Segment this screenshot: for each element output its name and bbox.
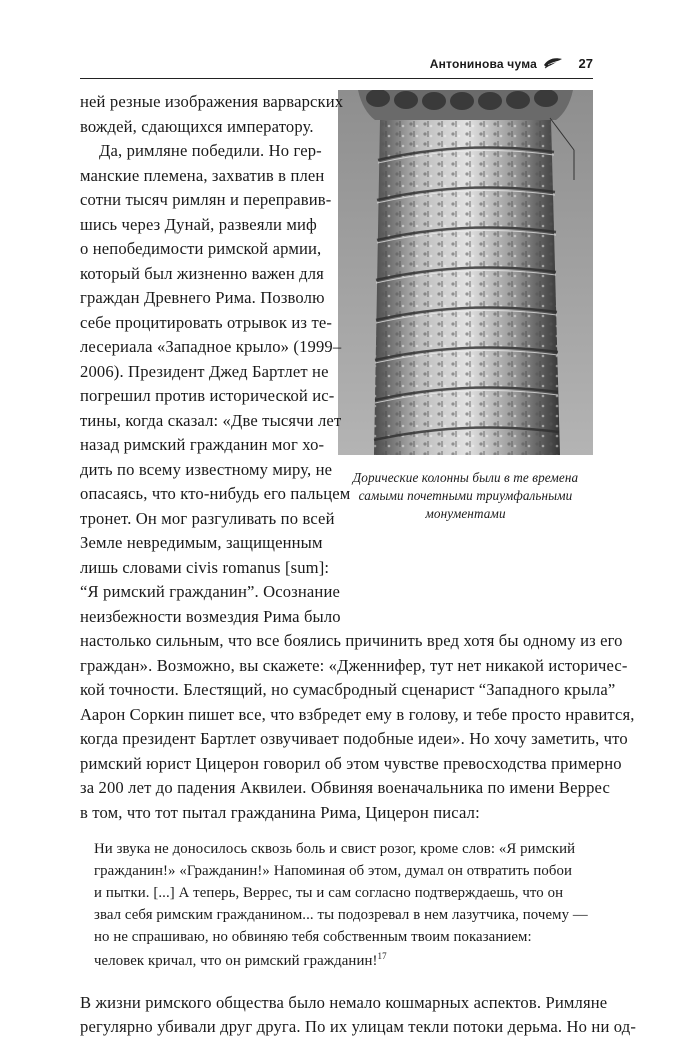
running-header: [80, 52, 593, 79]
quote-line: но не спрашиваю, но обвиняю тебя собственным твоим показанием:: [94, 928, 532, 945]
text-line: когда президент Бартлет озвучивает подобные идеи». Но хочу заметить, что: [80, 729, 628, 748]
text-line: сотни тысяч римлян и переправив-: [80, 190, 332, 209]
caption-line: монументами: [425, 506, 506, 521]
text-line: погрешил против исторической ис-: [80, 386, 335, 405]
text-line: граждан Древнего Рима. Позволю: [80, 288, 325, 307]
text-line: ней резные изображения варварских: [80, 92, 344, 111]
footnote-marker: 17: [377, 950, 387, 961]
text-line: в том, что тот пытал гражданина Рима, Цицерон писал:: [80, 802, 480, 822]
text-line: шись через Дунай, развеяли миф: [80, 214, 317, 234]
text-line: “Я римский гражданин”. Осознание: [80, 582, 341, 601]
text-line: неизбежности возмездия Рима было: [80, 606, 341, 626]
text-line: лишь словами civis romanus [sum]:: [80, 557, 330, 577]
caption-line: Дорические колонны были в те времена: [352, 470, 579, 485]
text-line: за 200 лет до падения Аквилеи. Обвиняя военачальника по имени Веррес: [80, 778, 610, 797]
text-line: назад римский гражданин мог хо-: [80, 435, 325, 454]
text-line: Земле невредимым, защищенным: [80, 533, 323, 552]
text-line: 2006). Президент Джед Бартлет не: [80, 361, 329, 381]
text-line: В жизни римского общества было немало кошмарных аспектов. Римляне: [80, 992, 608, 1012]
text-line: Да, римляне победили. Но гер-: [99, 141, 322, 160]
page-number: 27: [578, 56, 593, 71]
quote-text: человек кричал, что он римский гражданин!: [94, 952, 378, 969]
figure: [338, 90, 593, 523]
text-line: тины, когда сказал: «Две тысячи лет: [80, 410, 342, 430]
text-line: кой точности. Блестящий, но сумасбродный сценарист “Западного крыла”: [80, 680, 616, 699]
quote-line: [94, 951, 387, 970]
text-line: регулярно убивали друг друга. По их улицам текли потоки дерьма. Но ни од-: [80, 1017, 637, 1036]
column-photo: [338, 90, 593, 455]
text-line: лесериала «Западное крыло» (1999–: [80, 337, 342, 356]
text-line: манские племена, захватив в плен: [80, 165, 325, 185]
text-line: о непобедимости римской армии,: [80, 239, 322, 258]
quote-line: и пытки. [...] А теперь, Веррес, ты и сам согласно подтверждаешь, что он: [94, 884, 564, 901]
text-line: который был жизненно важен для: [80, 263, 324, 283]
text-line: римский юрист Цицерон говорил об этом чувстве превосходства примерно: [80, 753, 622, 773]
text-line: граждан». Возможно, вы скажете: «Дженнифер, тут нет никакой историчес-: [80, 655, 628, 675]
text-line: тронет. Он мог разгуливать по всей: [80, 508, 335, 528]
figure-caption: [338, 469, 593, 523]
text-line: опасаясь, что кто-нибудь его пальцем: [80, 484, 351, 503]
text-line: вождей, сдающихся императору.: [80, 116, 314, 136]
text-line: Аарон Соркин пишет все, что взбредет ему в голову, и тебе просто нравится,: [80, 704, 635, 724]
leaf-ornament-icon: [543, 56, 563, 70]
quote-line: звал себя римским гражданином... ты подозревал в нем лазутчика, почему —: [94, 906, 588, 923]
quote-line: гражданин!» «Гражданин!» Напоминая об этом, думал он отвратить побои: [94, 862, 573, 879]
caption-line: самыми почетными триумфальными: [358, 488, 573, 503]
text-line: себе процитировать отрывок из те-: [80, 312, 333, 332]
chapter-title: Антонинова чума: [429, 57, 537, 71]
text-line: настолько сильным, что все боялись причинить вред хотя бы одному из его: [80, 631, 623, 650]
text-line: дить по всему известному миру, не: [80, 459, 333, 479]
quote-line: Ни звука не доносилось сквозь боль и свист розог, кроме слов: «Я римский: [94, 840, 576, 857]
